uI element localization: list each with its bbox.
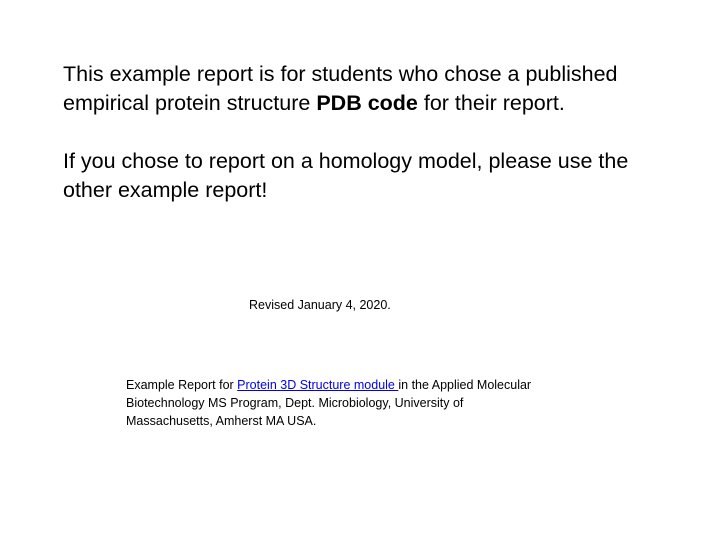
footer-suffix: in the Applied Molecular Biotechnology MS Program, Dept. Microbiology, University of Massachusetts, Amherst MA USA.: [126, 378, 532, 428]
intro-paragraph: [63, 60, 683, 118]
pdb-code-emphasis: PDB code: [316, 91, 418, 115]
intro-text-end: for their report.: [417, 91, 565, 115]
revised-date: Revised January 4, 2020.: [249, 298, 391, 312]
homology-note-paragraph: If you chose to report on a homology model, please use the other example report!: [63, 149, 629, 202]
intro-text-start: This example report is for students who chose a published empirical protein structure: [63, 62, 618, 115]
footer-text: [126, 376, 546, 430]
footer-prefix: Example Report for: [126, 378, 238, 392]
main-text-block: [63, 60, 683, 205]
protein-structure-module-link[interactable]: Protein 3D Structure module: [237, 378, 399, 392]
